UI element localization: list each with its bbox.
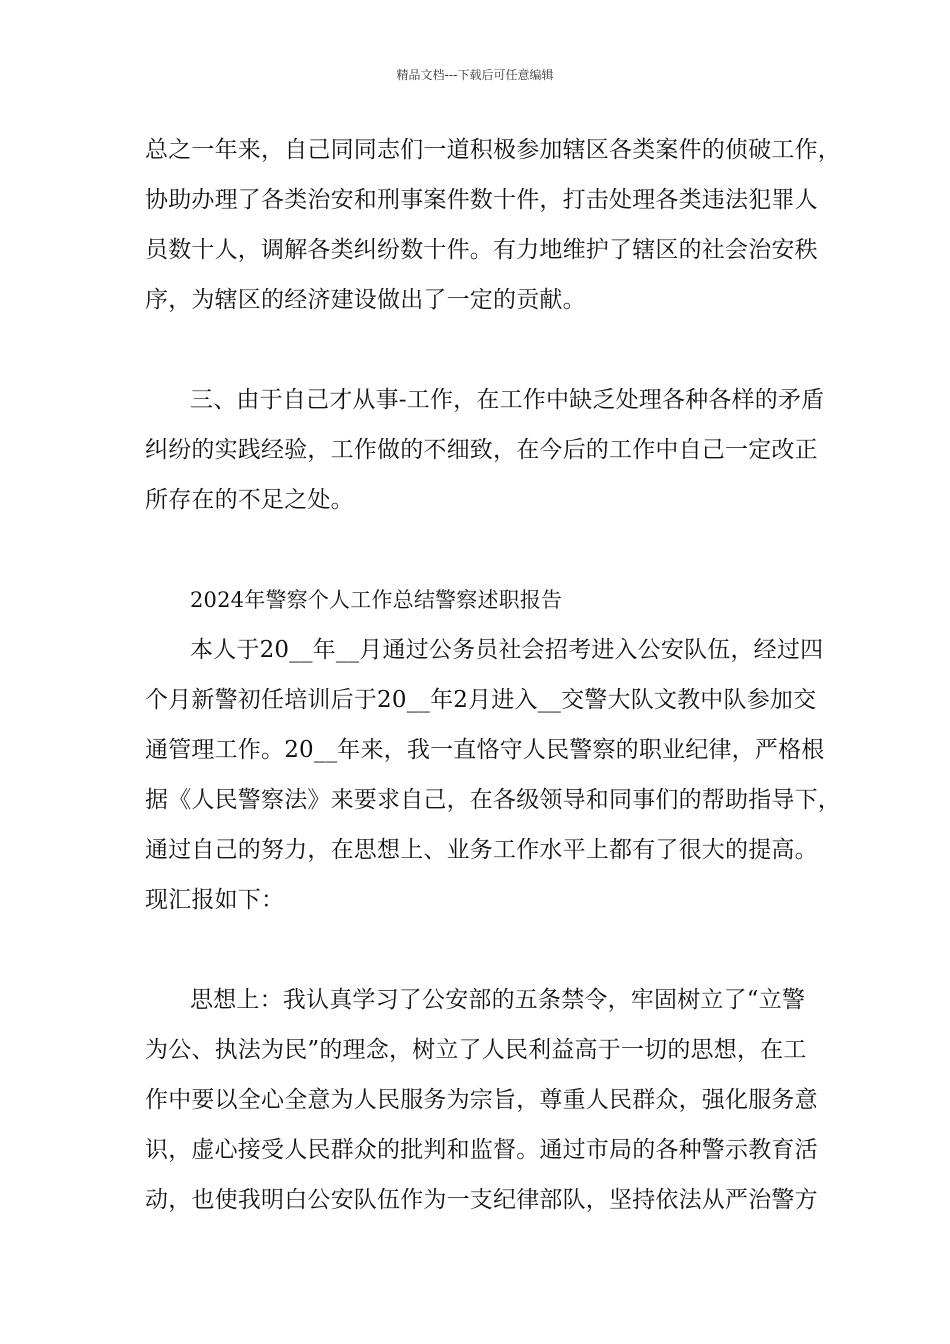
paragraph-1-line-1: 总之一年来，自己同同志们一道积极参加辖区各类案件的侦破工作， (145, 137, 841, 163)
paragraph-4-line-6: 现汇报如下： (145, 887, 285, 913)
paragraph-1-line-2: 协助办理了各类治安和刑事案件数十件，打击处理各类违法犯罪人 (145, 187, 818, 213)
paragraph-5-line-1: 思想上：我认真学习了公安部的五条禁令，牢固树立了“立警 (190, 987, 806, 1013)
paragraph-2-line-1: 三、由于自己才从事-工作，在工作中缺乏处理各种各样的矛盾 (190, 387, 825, 413)
paragraph-4-line-4: 据《人民警察法》来要求自己，在各级领导和同事们的帮助指导下， (145, 787, 841, 813)
paragraph-5-line-5: 动，也使我明白公安队伍作为一支纪律部队，坚持依法从严治警方 (145, 1187, 818, 1213)
paragraph-4-line-2: 个月新警初任培训后于20__年2月进入__交警大队文教中队参加交 (145, 687, 817, 713)
paragraph-1-line-3: 员数十人，调解各类纠纷数十件。有力地维护了辖区的社会治安秩 (145, 237, 818, 263)
page-header: 精品文档---下载后可任意编辑 (396, 68, 554, 82)
paragraph-4-line-1: 本人于20__年__月通过公务员社会招考进入公安队伍，经过四 (190, 637, 824, 663)
paragraph-2-line-3: 所存在的不足之处。 (145, 487, 354, 513)
paragraph-5-line-2: 为公、执法为民”的理念，树立了人民利益高于一切的思想，在工 (145, 1037, 807, 1063)
paragraph-4-line-5: 通过自己的努力，在思想上、业务工作水平上都有了很大的提高。 (145, 837, 818, 863)
paragraph-4-line-3: 通管理工作。20__年来，我一直恪守人民警察的职业纪律，严格根 (145, 737, 825, 763)
report-title: 2024年警察个人工作总结警察述职报告 (190, 588, 563, 612)
paragraph-2-line-2: 纠纷的实践经验，工作做的不细致，在今后的工作中自己一定改正 (145, 437, 818, 463)
paragraph-1-line-4: 序，为辖区的经济建设做出了一定的贡献。 (145, 287, 586, 313)
paragraph-5-line-4: 识，虚心接受人民群众的批判和监督。通过市局的各种警示教育活 (145, 1137, 818, 1163)
paragraph-5-line-3: 作中要以全心全意为人民服务为宗旨，尊重人民群众，强化服务意 (145, 1087, 818, 1113)
